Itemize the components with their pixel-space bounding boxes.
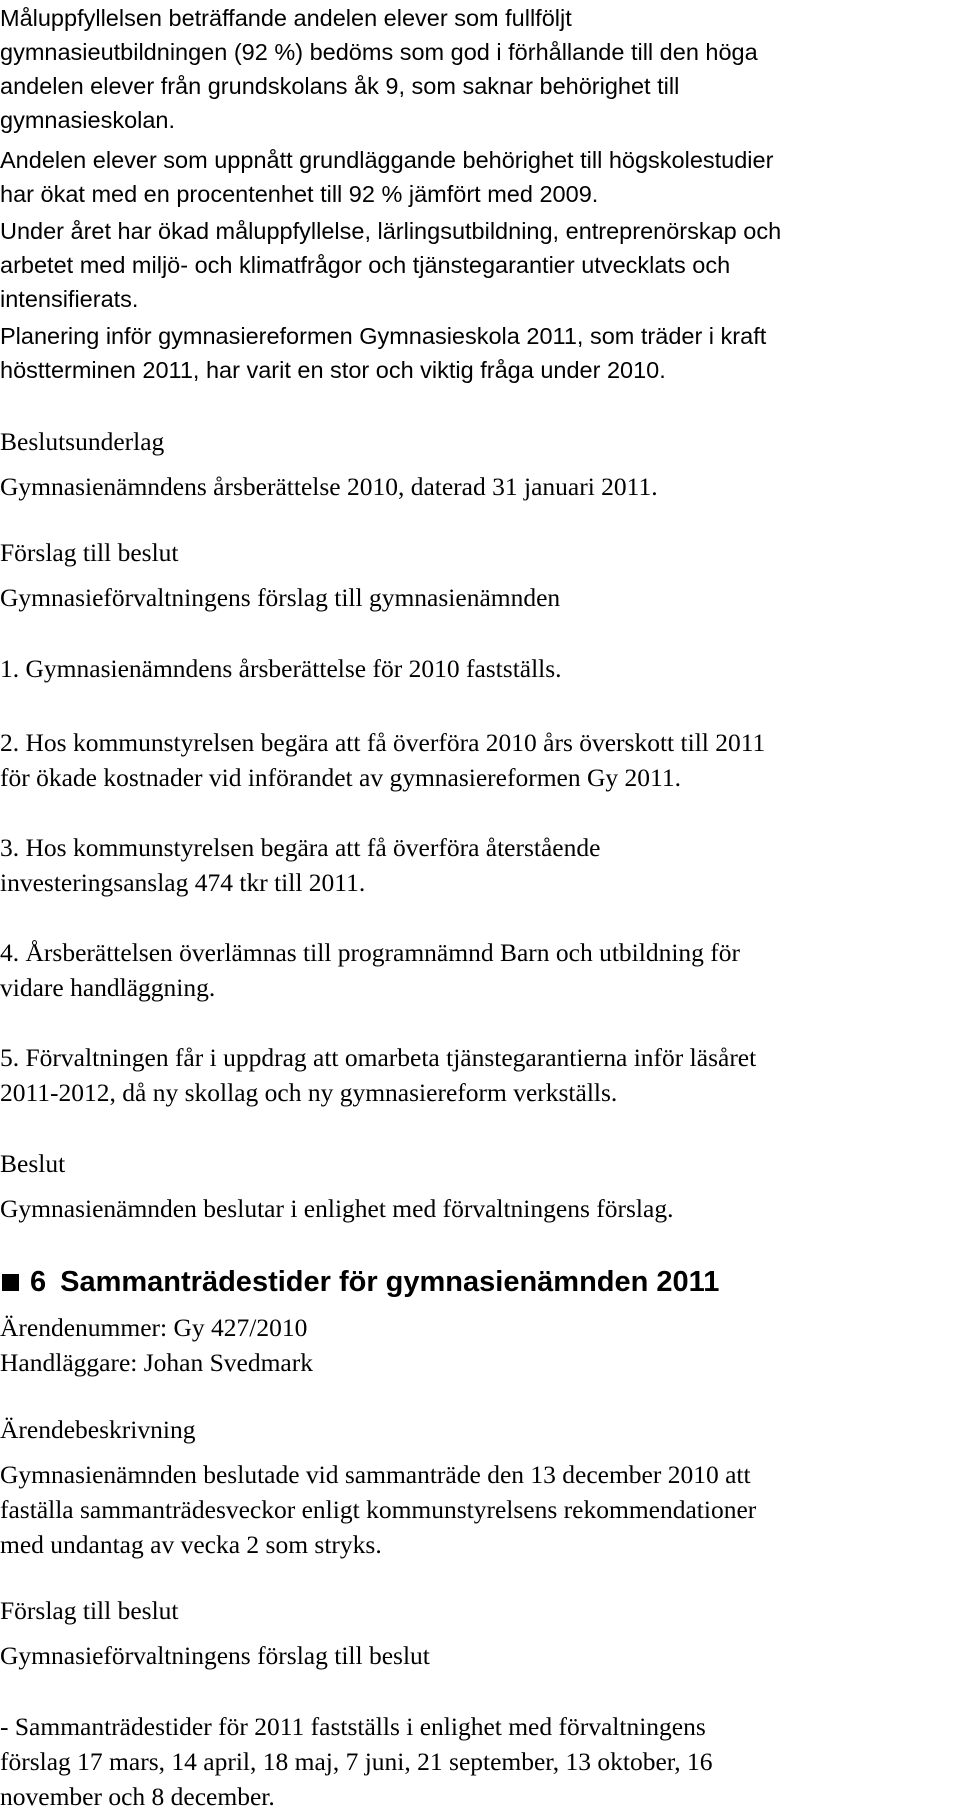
section-title: Sammanträdestider för gymnasienämnden 2011 [60, 1266, 720, 1298]
text-line: har ökat med en procentenhet till 92 % jämfört med 2009. [0, 181, 599, 207]
forslag-intro-6: Gymnasieförvaltningens förslag till beslut [0, 1641, 430, 1670]
text-line: med undantag av vecka 2 som stryks. [0, 1530, 382, 1559]
text-line: 2011-2012, då ny skollag och ny gymnasiereform verkställs. [0, 1078, 618, 1107]
heading-forslag-till-beslut-6: Förslag till beslut [0, 1596, 179, 1625]
text-line: Under året har ökad måluppfyllelse, lärlingsutbildning, entreprenörskap och [0, 218, 782, 244]
proposal-item-1: 1. Gymnasienämndens årsberättelse för 2010 fastställs. [0, 654, 562, 683]
text-line: intensifierats. [0, 286, 139, 312]
arendenummer: Ärendenummer: Gy 427/2010 [0, 1313, 308, 1342]
text-line: november och 8 december. [0, 1782, 275, 1811]
section-heading-6 [0, 1262, 719, 1302]
text-line: investeringsanslag 474 tkr till 2011. [0, 868, 366, 897]
heading-beslut: Beslut [0, 1149, 66, 1178]
forslag-intro: Gymnasieförvaltningens förslag till gymnasienämnden [0, 583, 561, 612]
section-number: 6 [30, 1266, 47, 1298]
text-line: för ökade kostnader vid införandet av gymnasiereformen Gy 2011. [0, 763, 681, 792]
heading-forslag-till-beslut: Förslag till beslut [0, 538, 179, 567]
text-line: faställa sammanträdesveckor enligt kommunstyrelsens rekommendationer [0, 1495, 757, 1524]
text-line: - Sammanträdestider för 2011 fastställs i enlighet med förvaltningens [0, 1712, 706, 1741]
text-line: 2. Hos kommunstyrelsen begära att få överföra 2010 års överskott till 2011 [0, 728, 766, 757]
text-line: 5. Förvaltningen får i uppdrag att omarbeta tjänstegarantierna inför läsåret [0, 1043, 757, 1072]
text-line: Gymnasienämnden beslutade vid sammanträde den 13 december 2010 att [0, 1460, 751, 1489]
text-line: 3. Hos kommunstyrelsen begära att få överföra återstående [0, 833, 601, 862]
text-line: Planering inför gymnasiereformen Gymnasieskola 2011, som träder i kraft [0, 323, 767, 349]
text-line: höstterminen 2011, har varit en stor och viktig fråga under 2010. [0, 357, 666, 383]
text-line: andelen elever från grundskolans åk 9, som saknar behörighet till [0, 73, 680, 99]
text-line: gymnasieskolan. [0, 107, 176, 133]
text-line: Måluppfyllelsen beträffande andelen elever som fullföljt [0, 5, 572, 31]
beslutsunderlag-text: Gymnasienämndens årsberättelse 2010, daterad 31 januari 2011. [0, 472, 658, 501]
text-line: Andelen elever som uppnått grundläggande behörighet till högskolestudier [0, 147, 774, 173]
text-line: 4. Årsberättelsen överlämnas till programnämnd Barn och utbildning för [0, 938, 741, 967]
heading-arendebeskrivning: Ärendebeskrivning [0, 1415, 196, 1444]
handlaggare: Handläggare: Johan Svedmark [0, 1348, 313, 1377]
text-line: gymnasieutbildningen (92 %) bedöms som god i förhållande till den höga [0, 39, 758, 65]
heading-beslutsunderlag: Beslutsunderlag [0, 427, 165, 456]
text-line: arbetet med miljö- och klimatfrågor och tjänstegarantier utvecklats och [0, 252, 731, 278]
beslut-text: Gymnasienämnden beslutar i enlighet med förvaltningens förslag. [0, 1194, 674, 1223]
text-line: vidare handläggning. [0, 973, 216, 1002]
text-line: förslag 17 mars, 14 april, 18 maj, 7 juni, 21 september, 13 oktober, 16 [0, 1747, 713, 1776]
square-bullet-icon [2, 1274, 19, 1291]
